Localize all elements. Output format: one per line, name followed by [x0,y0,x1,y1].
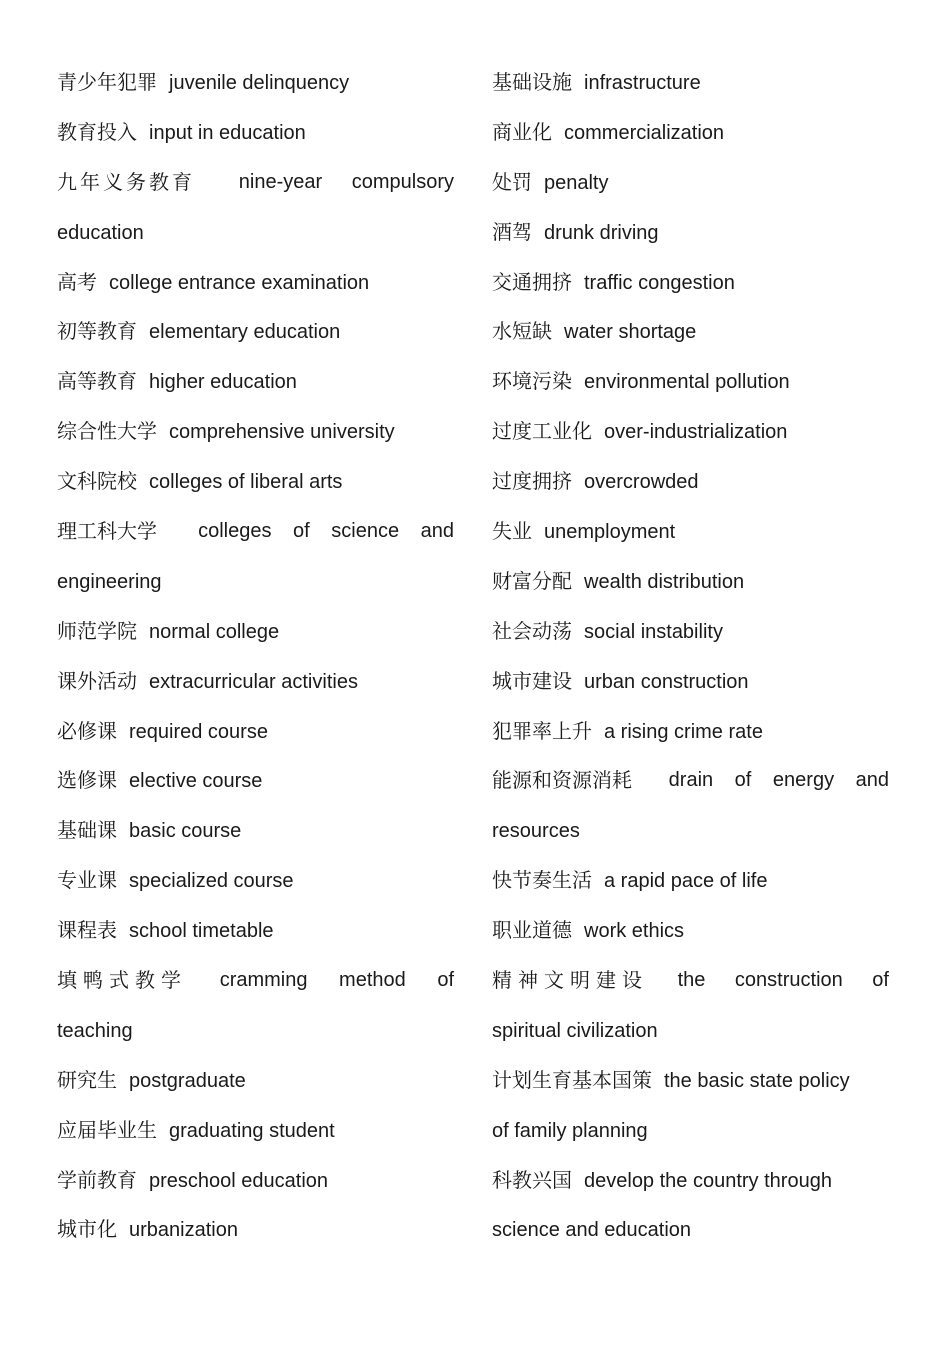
term-english: required course [129,720,268,743]
glossary-entry [492,657,889,707]
term-english: urbanization [129,1219,238,1242]
glossary-entry [57,657,454,707]
term-english: develop the country through [584,1169,832,1192]
term-english: drunk driving [544,221,659,244]
term-english: overcrowded [584,471,699,494]
glossary-entry [57,1106,454,1156]
glossary-entry [57,1156,454,1206]
term-english: urban construction [584,670,749,693]
glossary-entry [492,58,889,108]
term-chinese: 水短缺 [492,319,552,344]
term-chinese: 失业 [492,519,532,544]
term-english: specialized course [129,870,294,893]
glossary-entry [57,108,454,158]
glossary-entry [492,108,889,158]
glossary-entry [492,407,889,457]
glossary-entry [57,956,454,1006]
term-english: school timetable [129,920,274,943]
glossary-entry [57,507,454,557]
term-chinese: 城市化 [57,1217,117,1242]
glossary-entry-continuation [492,1205,889,1255]
term-english: normal college [149,620,280,643]
glossary-entry [492,756,889,806]
term-chinese: 社会动荡 [492,618,572,643]
term-chinese: 高等教育 [57,369,137,394]
term-english: colleges of liberal arts [149,471,343,494]
glossary-entry [492,1156,889,1206]
glossary-entry [57,1205,454,1255]
term-chinese: 师范学院 [57,618,137,643]
term-chinese: 交通拥挤 [492,269,572,294]
term-chinese: 填鸭式教学 [57,968,187,993]
glossary-entry [57,906,454,956]
term-english: infrastructure [584,72,701,94]
term-english: a rapid pace of life [604,870,768,893]
glossary-entry [492,557,889,607]
term-english: elective course [129,770,263,793]
term-chinese: 科教兴国 [492,1167,572,1192]
glossary-entry [492,956,889,1006]
glossary-entry [57,457,454,507]
term-chinese: 处罚 [492,169,532,194]
term-english-continued: engineering [57,570,162,593]
glossary-entry [492,856,889,906]
term-english: postgraduate [129,1069,246,1092]
term-chinese: 青少年犯罪 [57,70,157,94]
term-english: the basic state policy [664,1069,850,1092]
term-english: comprehensive university [169,421,395,444]
term-chinese: 九年义务教育 [57,169,195,194]
term-chinese: 专业课 [57,868,117,893]
term-english: college entrance examination [109,271,370,294]
term-chinese: 精神文明建设 [492,968,648,993]
term-chinese: 课程表 [57,918,117,943]
term-english: over-industrialization [604,421,788,444]
glossary-entry [57,58,454,108]
term-english-continued: teaching [57,1019,133,1042]
glossary-entry [492,258,889,308]
term-chinese: 酒驾 [492,219,532,244]
term-english-continued: resources [492,820,580,843]
term-chinese: 理工科大学 [57,519,157,544]
glossary-entry [57,307,454,357]
term-english: extracurricular activities [149,670,358,693]
term-chinese: 犯罪率上升 [492,718,592,743]
glossary-entry [57,607,454,657]
glossary-entry [492,607,889,657]
glossary-entry [57,856,454,906]
term-chinese: 环境污染 [492,369,572,394]
term-chinese: 商业化 [492,119,552,144]
term-english: colleges of science and [198,520,454,543]
term-english: higher education [149,371,297,394]
glossary-entry [57,756,454,806]
glossary-entry [492,906,889,956]
term-english: wealth distribution [584,570,745,593]
glossary-entry-continuation [57,208,454,258]
term-english: elementary education [149,321,341,344]
term-chinese: 基础课 [57,818,117,843]
term-english: cramming method of [219,969,454,992]
term-english: unemployment [544,521,676,544]
term-english: graduating student [169,1119,335,1142]
term-english: preschool education [149,1169,329,1192]
glossary-entry [57,407,454,457]
term-chinese: 课外活动 [57,668,137,693]
glossary-entry-continuation [492,1006,889,1056]
glossary-entry [57,357,454,407]
glossary-entry [492,507,889,557]
term-chinese: 综合性大学 [57,419,157,444]
glossary-entry [492,1056,889,1106]
term-english-continued: spiritual civilization [492,1019,658,1042]
term-english: water shortage [564,321,697,344]
term-chinese: 职业道德 [492,918,572,943]
glossary-entry [57,158,454,208]
term-chinese: 快节奏生活 [492,868,592,893]
glossary-entry [492,307,889,357]
glossary-entry [492,357,889,407]
term-english: work ethics [584,920,685,943]
term-chinese: 计划生育基本国策 [492,1067,652,1092]
term-chinese: 研究生 [57,1067,117,1092]
term-chinese: 城市建设 [492,668,572,693]
term-chinese: 高考 [57,269,97,294]
term-chinese: 基础设施 [492,70,572,94]
term-chinese: 文科院校 [57,469,137,494]
term-chinese: 过度拥挤 [492,469,572,494]
term-english: nine-year compulsory [238,170,454,193]
term-chinese: 应届毕业生 [57,1117,157,1142]
glossary-entry [492,158,889,208]
term-chinese: 财富分配 [492,568,572,593]
glossary-entry-continuation [57,557,454,607]
term-chinese: 能源和资源消耗 [492,768,632,793]
term-english-continued: of family planning [492,1119,648,1142]
term-english: environmental pollution [584,371,790,394]
left-glossary-column [57,58,454,1255]
glossary-entry [492,457,889,507]
term-chinese: 选修课 [57,768,117,793]
term-english-continued: science and education [492,1219,692,1242]
term-english: basic course [129,820,242,843]
glossary-entry [492,208,889,258]
glossary-entry-continuation [492,806,889,856]
term-chinese: 过度工业化 [492,419,592,444]
glossary-entry-continuation [57,1006,454,1056]
right-glossary-column [492,58,889,1255]
term-english: juvenile delinquency [169,72,350,94]
term-english: the construction of [677,969,889,992]
term-chinese: 初等教育 [57,319,137,344]
term-chinese: 教育投入 [57,119,137,144]
term-chinese: 学前教育 [57,1167,137,1192]
glossary-entry-continuation [492,1106,889,1156]
term-english: commercialization [564,121,725,144]
term-english: a rising crime rate [604,720,763,743]
term-english-continued: education [57,221,144,244]
glossary-entry [57,806,454,856]
term-english: penalty [544,171,609,194]
term-english: social instability [584,620,723,643]
term-english: drain of energy and [668,769,889,792]
glossary-entry [57,707,454,757]
glossary-entry [57,258,454,308]
term-chinese: 必修课 [57,718,117,743]
term-english: traffic congestion [584,271,735,294]
glossary-entry [492,707,889,757]
term-english: input in education [149,121,306,144]
glossary-entry [57,1056,454,1106]
